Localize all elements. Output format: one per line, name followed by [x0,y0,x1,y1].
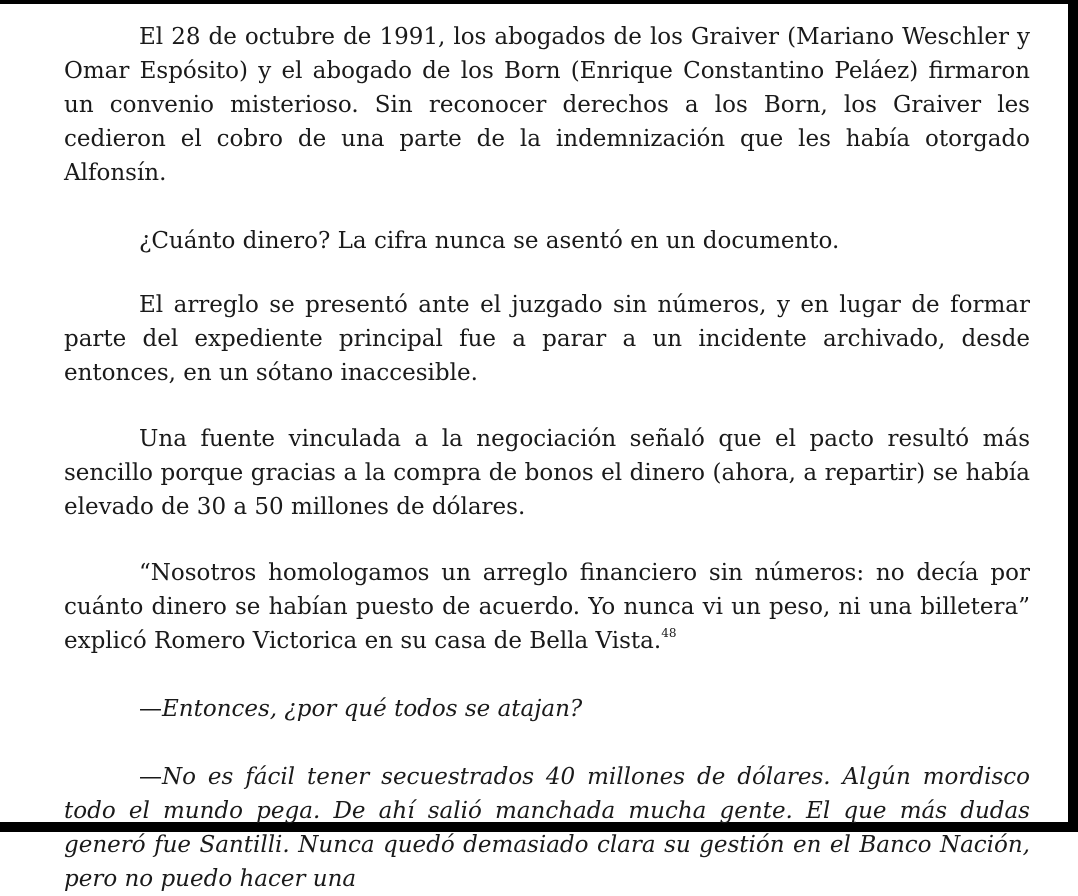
quote-text: “Nosotros homologamos un arreglo financiero sin números: no decía por cuánto dinero se habían puesto de acuerdo. Yo nunca vi un peso, ni una billetera” explicó Romero Victorica en su casa de Bella Vista. [64,560,1030,654]
em-dash: — [139,764,162,790]
dialogue-question [64,692,1030,726]
paragraph-quote [64,556,1030,658]
paragraph-arreglo: El arreglo se presentó ante el juzgado sin números, y en lugar de formar parte del expediente principal fue a parar a un incidente archivado, desde entonces, en un sótano inaccesible. [64,292,1030,386]
document-page [64,20,1030,896]
footnote-reference: 48 [661,626,677,641]
answer-text: No es fácil tener secuestrados 40 millones de dólares. Algún mordisco todo el mundo pega. De ahí salió manchada mucha gente. El que más dudas generó fue Santilli. Nunca quedó demasiado clara su gestión en el Banco Nación, pero no puedo hacer una [64,764,1030,892]
em-dash: — [139,696,162,722]
top-border [0,0,1078,4]
question-text: Entonces, ¿por qué todos se atajan? [162,696,583,722]
paragraph-fuente: Una fuente vinculada a la negociación señaló que el pacto resultó más sencillo porque gracias a la compra de bonos el dinero (ahora, a repartir) se había elevado de 30 a 50 millones de dólares. [64,426,1030,520]
paragraph-cuanto-dinero: ¿Cuánto dinero? La cifra nunca se asentó en un documento. [139,228,840,254]
right-border [1068,0,1078,832]
paragraph-convenio: El 28 de octubre de 1991, los abogados de los Graiver (Mariano Weschler y Omar Espósito) y el abogado de los Born (Enrique Constantino Peláez) firmaron un convenio misterioso. Sin reconocer derechos a los Born, los Graiver les cedieron el cobro de una parte de la indemnización que les había otorgado Alfonsín. [64,24,1030,186]
dialogue-answer [64,760,1030,896]
